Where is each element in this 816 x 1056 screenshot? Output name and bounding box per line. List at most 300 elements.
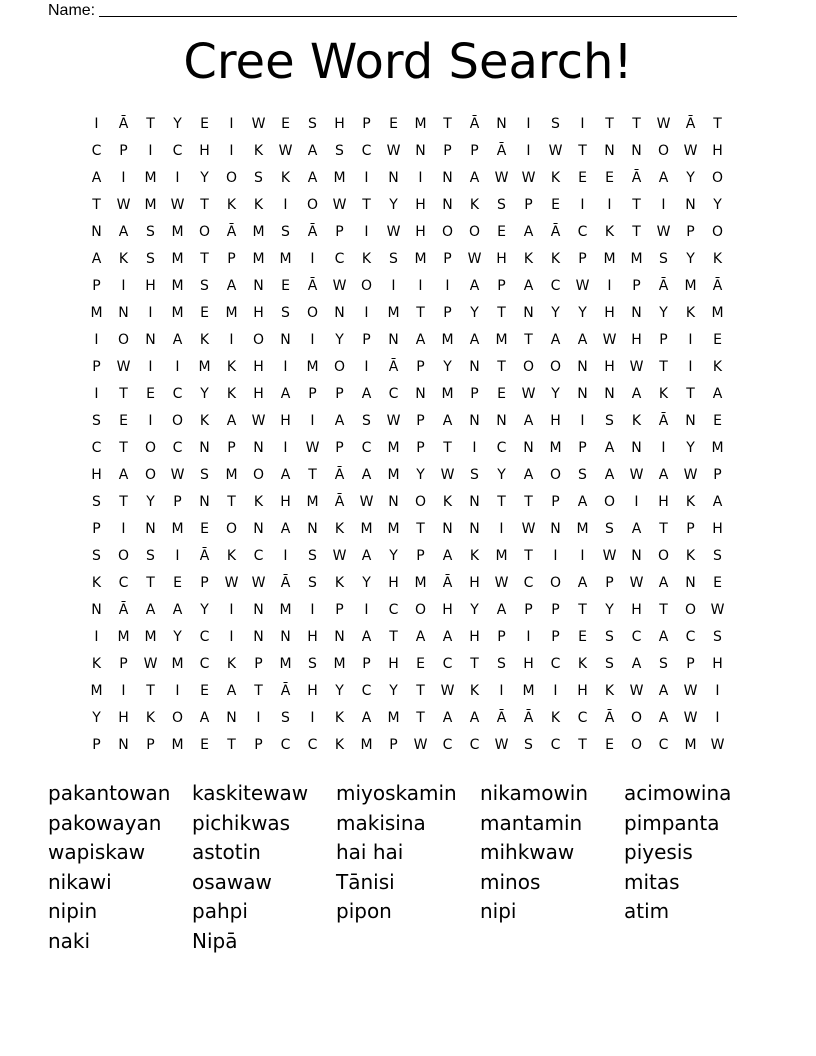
grid-letter: N: [577, 359, 588, 375]
grid-letter: A: [415, 332, 426, 348]
grid-letter: A: [118, 224, 129, 240]
grid-letter: I: [526, 143, 531, 159]
word-list-item: nikawi: [48, 869, 112, 894]
grid-letter: W: [251, 116, 266, 132]
grid-letter: I: [148, 359, 153, 375]
grid-letter: Y: [200, 386, 209, 402]
word-list-item: piyesis: [624, 840, 693, 865]
grid-letter: O: [171, 413, 184, 429]
grid-letter: T: [416, 521, 425, 537]
grid-letter: P: [200, 575, 209, 591]
grid-letter: W: [251, 413, 266, 429]
grid-letter: O: [117, 332, 130, 348]
grid-letter: N: [469, 359, 480, 375]
word-list-item: osawaw: [192, 869, 272, 894]
grid-letter: P: [362, 116, 371, 132]
grid-letter: N: [442, 197, 453, 213]
grid-letter: T: [524, 332, 533, 348]
grid-letter: N: [280, 629, 291, 645]
grid-letter: T: [92, 197, 101, 213]
grid-letter: E: [578, 170, 587, 186]
grid-letter: W: [683, 467, 698, 483]
grid-letter: O: [144, 440, 157, 456]
grid-letter: P: [416, 440, 425, 456]
grid-letter: A: [577, 494, 588, 510]
grid-letter: S: [551, 116, 560, 132]
word-list-item: nipin: [48, 899, 98, 924]
grid-letter: A: [604, 440, 615, 456]
grid-letter: A: [523, 278, 534, 294]
grid-letter: I: [472, 440, 477, 456]
grid-letter: N: [469, 413, 480, 429]
grid-letter: M: [630, 251, 643, 267]
grid-letter: M: [225, 305, 238, 321]
grid-letter: O: [198, 224, 211, 240]
grid-letter: A: [658, 629, 669, 645]
grid-letter: A: [469, 710, 480, 726]
grid-letter: C: [253, 548, 264, 564]
grid-letter: P: [335, 440, 344, 456]
grid-letter: I: [256, 710, 261, 726]
word-list-item: astotin: [192, 840, 261, 865]
grid-letter: C: [334, 251, 345, 267]
grid-letter: Y: [686, 170, 695, 186]
grid-letter: A: [307, 143, 318, 159]
grid-letter: O: [549, 467, 562, 483]
grid-letter: A: [361, 629, 372, 645]
grid-letter: I: [175, 548, 180, 564]
grid-letter: S: [146, 548, 155, 564]
grid-letter: K: [712, 251, 723, 267]
grid-letter: P: [659, 332, 668, 348]
grid-letter: E: [200, 116, 209, 132]
grid-letter: P: [524, 197, 533, 213]
grid-letter: T: [443, 116, 452, 132]
grid-letter: T: [497, 359, 506, 375]
grid-letter: W: [386, 143, 401, 159]
grid-letter: N: [280, 332, 291, 348]
grid-letter: T: [632, 197, 641, 213]
grid-letter: O: [144, 467, 157, 483]
grid-letter: K: [226, 656, 237, 672]
grid-letter: P: [335, 386, 344, 402]
grid-letter: N: [523, 440, 534, 456]
grid-letter: N: [145, 521, 156, 537]
grid-letter: A: [442, 710, 453, 726]
grid-letter: A: [361, 467, 372, 483]
grid-letter: S: [92, 413, 101, 429]
grid-letter: M: [90, 683, 103, 699]
grid-letter: S: [254, 170, 263, 186]
grid-letter: E: [605, 737, 614, 753]
grid-letter: T: [578, 602, 587, 618]
grid-letter: H: [334, 116, 345, 132]
grid-letter: M: [252, 251, 265, 267]
grid-letter: Y: [362, 575, 371, 591]
grid-letter: A: [577, 332, 588, 348]
grid-letter: H: [658, 494, 669, 510]
grid-letter: A: [442, 548, 453, 564]
grid-letter: M: [144, 629, 157, 645]
grid-letter: N: [253, 278, 264, 294]
grid-letter: I: [283, 548, 288, 564]
grid-letter: Y: [92, 710, 101, 726]
grid-letter: I: [94, 386, 99, 402]
grid-letter: S: [281, 710, 290, 726]
grid-letter: M: [333, 170, 346, 186]
grid-letter: K: [685, 305, 696, 321]
grid-letter: I: [526, 629, 531, 645]
grid-letter: N: [550, 521, 561, 537]
grid-letter: T: [497, 305, 506, 321]
grid-letter: E: [497, 386, 506, 402]
grid-letter: C: [280, 737, 291, 753]
grid-letter: M: [387, 710, 400, 726]
grid-letter: O: [630, 710, 643, 726]
grid-letter: Ā: [631, 170, 642, 186]
word-list-item: nikamowin: [480, 781, 589, 805]
grid-letter: A: [658, 683, 669, 699]
grid-letter: A: [658, 170, 669, 186]
grid-letter: N: [685, 197, 696, 213]
grid-letter: W: [602, 548, 617, 564]
grid-letter: C: [361, 440, 372, 456]
grid-letter: A: [631, 656, 642, 672]
grid-letter: M: [387, 521, 400, 537]
grid-letter: N: [442, 521, 453, 537]
grid-letter: I: [175, 170, 180, 186]
grid-letter: H: [712, 656, 723, 672]
grid-letter: A: [658, 467, 669, 483]
grid-letter: W: [521, 521, 536, 537]
grid-letter: A: [469, 278, 480, 294]
grid-letter: W: [278, 143, 293, 159]
grid-letter: M: [171, 656, 184, 672]
grid-letter: M: [522, 683, 535, 699]
grid-letter: T: [146, 575, 155, 591]
grid-letter: T: [254, 683, 263, 699]
grid-letter: Y: [686, 440, 695, 456]
grid-letter: N: [226, 710, 237, 726]
grid-letter: I: [553, 683, 558, 699]
grid-letter: I: [229, 602, 234, 618]
grid-letter: C: [91, 440, 102, 456]
grid-letter: P: [119, 143, 128, 159]
word-list-item: minos: [480, 869, 541, 894]
grid-letter: E: [497, 224, 506, 240]
grid-letter: C: [469, 737, 480, 753]
grid-letter: I: [283, 359, 288, 375]
grid-letter: W: [521, 386, 536, 402]
grid-letter: W: [683, 683, 698, 699]
grid-letter: W: [386, 224, 401, 240]
grid-letter: P: [92, 737, 101, 753]
grid-letter: I: [526, 116, 531, 132]
grid-letter: Y: [551, 386, 560, 402]
word-list-item: makisina: [336, 810, 426, 835]
grid-letter: W: [440, 467, 455, 483]
grid-letter: P: [443, 305, 452, 321]
grid-letter: I: [229, 332, 234, 348]
grid-letter: I: [553, 548, 558, 564]
grid-letter: T: [632, 224, 641, 240]
grid-letter: H: [253, 305, 264, 321]
grid-letter: Y: [335, 332, 344, 348]
grid-letter: E: [200, 305, 209, 321]
grid-letter: H: [91, 467, 102, 483]
grid-letter: H: [118, 710, 129, 726]
grid-letter: Ā: [280, 575, 291, 591]
grid-letter: N: [415, 386, 426, 402]
grid-letter: P: [605, 575, 614, 591]
grid-letter: K: [226, 548, 237, 564]
grid-letter: N: [91, 224, 102, 240]
grid-letter: C: [172, 386, 183, 402]
grid-letter: I: [364, 170, 369, 186]
grid-letter: K: [280, 170, 291, 186]
word-list-item: pakowayan: [48, 810, 162, 835]
grid-letter: C: [442, 737, 453, 753]
grid-letter: W: [332, 197, 347, 213]
grid-letter: A: [469, 332, 480, 348]
grid-letter: I: [499, 683, 504, 699]
grid-letter: Y: [686, 251, 695, 267]
grid-letter: C: [172, 143, 183, 159]
grid-letter: K: [145, 710, 156, 726]
grid-letter: W: [629, 467, 644, 483]
grid-letter: S: [713, 629, 722, 645]
grid-letter: H: [469, 629, 480, 645]
grid-letter: Ā: [118, 116, 129, 132]
grid-letter: O: [360, 278, 373, 294]
grid-letter: Ā: [334, 494, 345, 510]
name-label: Name:: [48, 2, 96, 19]
grid-letter: E: [713, 575, 722, 591]
grid-letter: M: [684, 737, 697, 753]
grid-letter: I: [391, 278, 396, 294]
grid-letter: Y: [470, 602, 479, 618]
grid-letter: I: [661, 440, 666, 456]
grid-letter: A: [496, 602, 507, 618]
word-list-item: hai hai: [336, 840, 404, 865]
grid-letter: H: [253, 359, 264, 375]
grid-letter: C: [658, 737, 669, 753]
grid-letter: I: [580, 197, 585, 213]
grid-letter: P: [416, 548, 425, 564]
grid-letter: M: [495, 332, 508, 348]
grid-letter: I: [283, 440, 288, 456]
grid-letter: W: [521, 170, 536, 186]
grid-letter: M: [549, 440, 562, 456]
grid-letter: M: [144, 170, 157, 186]
grid-letter: P: [362, 332, 371, 348]
grid-letter: A: [172, 332, 183, 348]
grid-letter: K: [118, 251, 129, 267]
grid-letter: K: [91, 575, 102, 591]
grid-letter: N: [469, 494, 480, 510]
grid-letter: M: [711, 440, 724, 456]
grid-letter: S: [497, 656, 506, 672]
word-list-item: pimpanta: [624, 810, 720, 835]
grid-letter: S: [659, 251, 668, 267]
grid-letter: I: [310, 413, 315, 429]
grid-letter: S: [362, 413, 371, 429]
grid-letter: P: [416, 413, 425, 429]
grid-letter: C: [361, 683, 372, 699]
grid-letter: E: [200, 521, 209, 537]
grid-letter: O: [225, 521, 238, 537]
grid-letter: T: [362, 197, 371, 213]
grid-letter: I: [121, 521, 126, 537]
grid-letter: P: [470, 143, 479, 159]
grid-letter: K: [91, 656, 102, 672]
grid-letter: A: [604, 467, 615, 483]
grid-letter: W: [170, 197, 185, 213]
grid-letter: W: [683, 710, 698, 726]
grid-letter: H: [145, 278, 156, 294]
grid-letter: E: [605, 170, 614, 186]
grid-letter: P: [686, 224, 695, 240]
grid-letter: T: [686, 386, 695, 402]
grid-letter: A: [280, 386, 291, 402]
grid-letter: A: [172, 602, 183, 618]
word-list-item: mitas: [624, 869, 680, 894]
grid-letter: K: [253, 143, 264, 159]
grid-letter: S: [200, 467, 209, 483]
grid-letter: O: [549, 359, 562, 375]
grid-letter: N: [631, 440, 642, 456]
word-list-item: nipi: [480, 899, 517, 924]
grid-letter: W: [602, 332, 617, 348]
grid-letter: P: [578, 251, 587, 267]
grid-letter: N: [388, 332, 399, 348]
grid-letter: T: [470, 656, 479, 672]
grid-letter: A: [226, 413, 237, 429]
grid-letter: I: [148, 305, 153, 321]
grid-letter: A: [118, 467, 129, 483]
grid-letter: P: [686, 656, 695, 672]
grid-letter: T: [200, 251, 209, 267]
grid-letter: Ā: [712, 278, 723, 294]
grid-letter: P: [551, 629, 560, 645]
grid-letter: O: [657, 143, 670, 159]
grid-letter: N: [415, 143, 426, 159]
word-list-item: naki: [48, 928, 91, 953]
grid-letter: O: [225, 170, 238, 186]
grid-letter: K: [334, 521, 345, 537]
grid-letter: Ā: [334, 467, 345, 483]
grid-letter: W: [467, 251, 482, 267]
grid-letter: M: [90, 305, 103, 321]
grid-letter: S: [146, 251, 155, 267]
grid-letter: I: [661, 197, 666, 213]
grid-letter: K: [253, 197, 264, 213]
grid-letter: K: [253, 494, 264, 510]
grid-letter: N: [253, 602, 264, 618]
grid-letter: Ā: [442, 575, 453, 591]
grid-letter: K: [199, 413, 210, 429]
grid-letter: S: [335, 143, 344, 159]
grid-letter: N: [604, 143, 615, 159]
word-list-item: pipon: [336, 899, 392, 924]
grid-letter: E: [281, 116, 290, 132]
grid-letter: E: [389, 116, 398, 132]
grid-letter: T: [659, 602, 668, 618]
grid-letter: A: [226, 683, 237, 699]
grid-letter: W: [170, 467, 185, 483]
grid-letter: T: [119, 440, 128, 456]
grid-letter: I: [418, 278, 423, 294]
grid-letter: M: [603, 251, 616, 267]
grid-letter: H: [631, 332, 642, 348]
grid-letter: O: [522, 359, 535, 375]
grid-letter: N: [631, 305, 642, 321]
grid-letter: M: [225, 467, 238, 483]
grid-letter: N: [469, 521, 480, 537]
grid-letter: W: [548, 143, 563, 159]
grid-letter: Ā: [496, 143, 507, 159]
grid-letter: P: [470, 386, 479, 402]
grid-letter: W: [251, 575, 266, 591]
grid-letter: Y: [416, 467, 425, 483]
grid-letter: T: [416, 683, 425, 699]
grid-letter: S: [659, 656, 668, 672]
grid-letter: S: [281, 224, 290, 240]
grid-letter: O: [711, 224, 724, 240]
grid-letter: H: [280, 494, 291, 510]
grid-letter: Y: [335, 683, 344, 699]
grid-letter: M: [279, 251, 292, 267]
grid-letter: I: [310, 602, 315, 618]
grid-letter: C: [550, 737, 561, 753]
grid-letter: C: [631, 629, 642, 645]
grid-letter: T: [524, 548, 533, 564]
grid-letter: M: [171, 521, 184, 537]
grid-letter: O: [414, 494, 427, 510]
grid-letter: I: [283, 197, 288, 213]
grid-letter: H: [253, 386, 264, 402]
grid-letter: T: [146, 683, 155, 699]
grid-letter: C: [442, 656, 453, 672]
grid-letter: S: [605, 629, 614, 645]
grid-letter: N: [307, 521, 318, 537]
grid-letter: E: [146, 386, 155, 402]
grid-letter: W: [629, 683, 644, 699]
grid-letter: H: [415, 197, 426, 213]
grid-letter: A: [91, 170, 102, 186]
grid-letter: N: [577, 386, 588, 402]
grid-letter: Y: [470, 305, 479, 321]
grid-letter: P: [254, 656, 263, 672]
grid-letter: C: [388, 386, 399, 402]
grid-letter: M: [171, 224, 184, 240]
grid-letter: O: [657, 548, 670, 564]
word-list-item: Nipā: [192, 928, 238, 953]
grid-letter: O: [252, 467, 265, 483]
word-list-item: mantamin: [480, 810, 583, 835]
grid-letter: E: [119, 413, 128, 429]
grid-letter: O: [333, 359, 346, 375]
grid-letter: Ā: [307, 224, 318, 240]
grid-letter: S: [308, 575, 317, 591]
grid-letter: I: [229, 143, 234, 159]
grid-letter: P: [173, 494, 182, 510]
grid-letter: O: [252, 332, 265, 348]
grid-letter: I: [121, 170, 126, 186]
grid-letter: A: [550, 332, 561, 348]
grid-letter: K: [469, 548, 480, 564]
grid-letter: W: [116, 197, 131, 213]
